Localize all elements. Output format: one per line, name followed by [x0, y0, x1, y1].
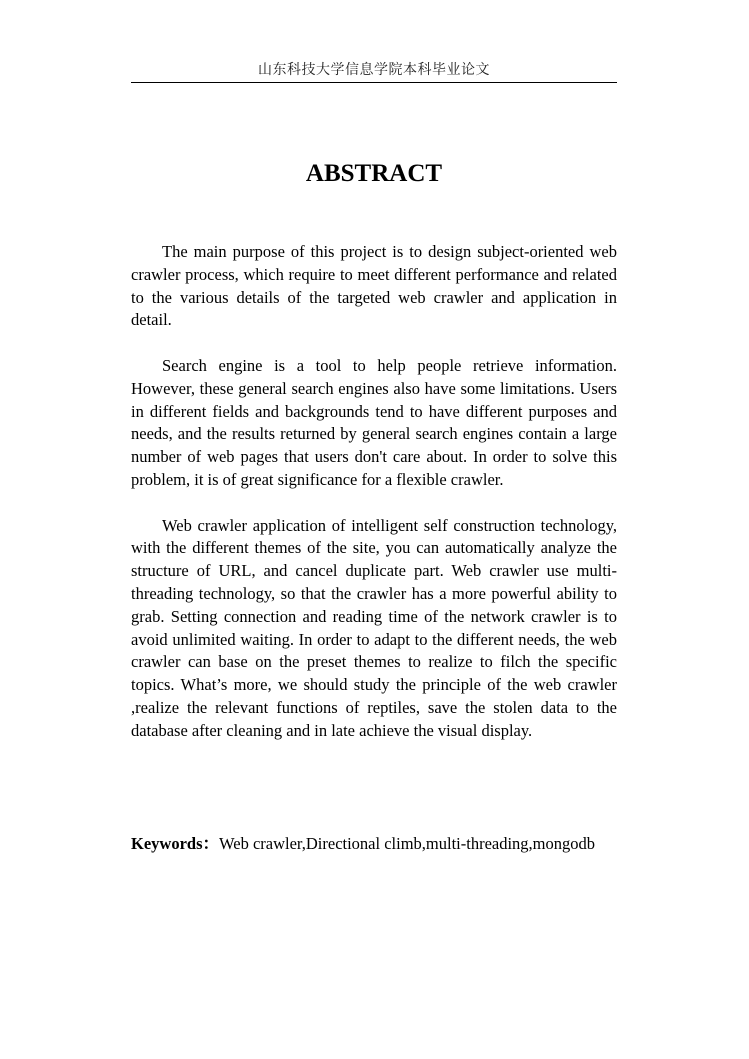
running-header: 山东科技大学信息学院本科毕业论文 — [258, 63, 490, 78]
keywords-value: Web crawler,Directional climb,multi-threading,mongodb — [219, 834, 596, 853]
abstract-paragraph-2: Search engine is a tool to help people retrieve information. However, these general search engines also have some limitations. Users in different fields and backgrounds tend to have different purposes and needs, and the results returned by general search engines contain a large number of web pages that users don't care about. In order to solve this problem, it is of great significance for a flexible crawler. — [131, 355, 617, 489]
abstract-title: ABSTRACT — [305, 160, 443, 187]
keywords-label: Keywords： — [131, 834, 219, 853]
header-rule — [131, 82, 617, 83]
abstract-paragraph-3: Web crawler application of intelligent self construction technology, with the different themes of the site, you can automatically analyze the structure of URL, and cancel duplicate part. Web crawler use multi-threading technology, so that the crawler has a more powerful ability to grab. Setting connection and reading time of the network crawler is to avoid unlimited waiting. In order to adapt to the different needs, the web crawler can base on the preset themes to realize to filch the specific topics. What’s more, we should study the principle of the web crawler ,realize the relevant functions of reptiles, save the stolen data to the database after cleaning and in late achieve the visual display. — [131, 515, 617, 740]
abstract-body — [131, 241, 617, 765]
keywords-line — [131, 832, 617, 856]
abstract-paragraph-1: The main purpose of this project is to design subject-oriented web crawler process, which require to meet different performance and related to the various details of the targeted web crawler and application in detail. — [131, 242, 617, 330]
